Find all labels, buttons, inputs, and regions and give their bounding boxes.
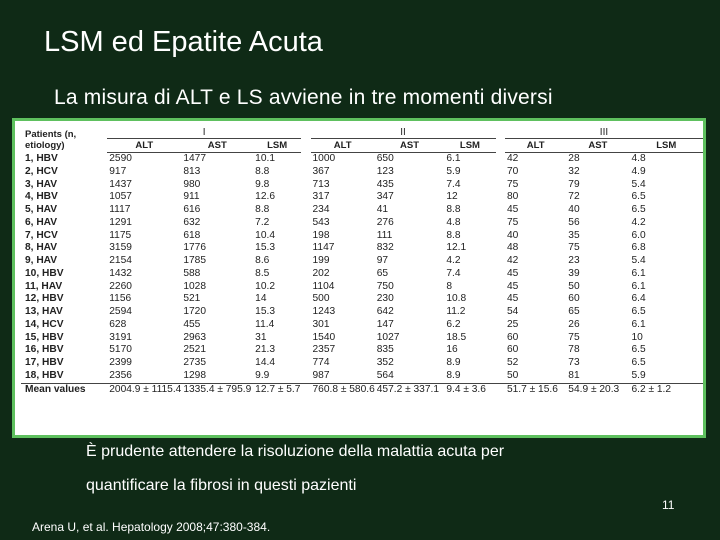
table-cell: 352	[376, 357, 394, 368]
table-cell: 23	[568, 255, 580, 266]
table-row	[21, 204, 703, 217]
patients-header-line2: etiology)	[25, 139, 65, 151]
table-cell: 45	[506, 204, 519, 215]
table-cell: 11.4	[255, 318, 275, 330]
table-cell: 9.9	[255, 369, 270, 381]
table-cell: 1432	[109, 267, 132, 279]
table-cell: 70	[506, 165, 519, 177]
table-cell: 45	[506, 293, 519, 305]
table-cell: 8.6	[255, 255, 270, 266]
table-cell: 2260	[109, 280, 132, 292]
note-line-2: quantificare la fibrosi in questi pazienti	[86, 477, 357, 494]
table-cell: 1117	[109, 204, 131, 215]
table-cell: 917	[109, 165, 127, 177]
table-cell: 835	[376, 344, 394, 356]
table-cell: 12	[446, 191, 458, 203]
table-cell: 564	[376, 369, 394, 381]
table-cell: 45	[506, 267, 519, 279]
table-cell: 301	[312, 318, 330, 330]
table-cell: 50	[506, 369, 519, 381]
table-cell: 75	[568, 242, 580, 254]
table-cell: 911	[183, 191, 200, 203]
table-cell: 8.8	[446, 204, 461, 215]
patient-label: 1, HBV	[25, 152, 58, 164]
patient-label: 6, HAV	[25, 216, 58, 228]
table-cell: 14.4	[255, 357, 275, 368]
table-cell: 980	[183, 178, 201, 190]
group-header-ii: II	[400, 127, 406, 138]
table-row	[21, 179, 703, 192]
table-cell: 8.9	[446, 357, 461, 368]
table-cell: 2590	[109, 153, 132, 164]
patients-header	[21, 127, 107, 153]
table-cell: 2399	[109, 357, 132, 368]
column-header: ALT	[311, 139, 375, 153]
column-header: AST	[566, 139, 629, 153]
table-cell: 79	[568, 178, 580, 190]
table-cell: 8.9	[446, 369, 461, 381]
table-cell: 52	[506, 357, 519, 368]
table-cell: 65	[568, 306, 580, 317]
citation: Arena U, et al. Hepatology 2008;47:380-384.	[32, 520, 271, 534]
table-row	[21, 332, 703, 345]
column-header: LSM	[444, 139, 495, 153]
table-cell: 42	[506, 255, 519, 266]
table-cell: 832	[376, 242, 394, 254]
table-cell: 521	[183, 293, 201, 305]
table-cell: 6.5	[631, 191, 646, 203]
table-cell: 713	[312, 178, 330, 190]
table-cell: 11.2	[446, 306, 466, 317]
table-cell: 7.4	[446, 178, 461, 190]
table-cell: 2521	[183, 344, 206, 356]
patient-label: 16, HBV	[25, 344, 64, 356]
table-cell: 1000	[312, 153, 336, 164]
table-cell: 6.1	[446, 153, 461, 164]
patient-label: 18, HBV	[25, 369, 64, 381]
patients-header-line1: Patients (n,	[25, 128, 77, 140]
patient-label: 9, HAV	[25, 255, 58, 266]
table-row	[21, 319, 703, 332]
table-cell: 234	[312, 204, 330, 215]
table-cell: 500	[312, 293, 330, 305]
table-cell: 21.3	[255, 344, 275, 356]
table-cell: 1104	[312, 280, 335, 292]
patient-label: 7, HCV	[25, 229, 58, 241]
column-header: ALT	[107, 139, 181, 153]
table-cell: 35	[568, 229, 580, 241]
table-cell: 81	[568, 369, 580, 381]
table-row	[21, 242, 703, 255]
table-cell: 347	[376, 191, 394, 203]
table-cell: 1437	[109, 178, 132, 190]
table-cell: 6.1	[631, 280, 646, 292]
table-cell: 18.5	[446, 331, 467, 343]
table-row	[21, 306, 703, 319]
table-row	[21, 255, 703, 268]
mean-value-cell: 457.2 ± 337.1	[375, 383, 445, 396]
table-row	[21, 268, 703, 281]
table-cell: 6.2	[446, 318, 461, 330]
note-line-1: È prudente attendere la risoluzione della malattia acuta per	[86, 443, 505, 460]
table-row	[21, 344, 703, 357]
mean-value-cell: 9.4 ± 3.6	[444, 383, 495, 396]
table-cell: 2154	[109, 255, 132, 266]
table-cell: 123	[376, 165, 394, 177]
table-cell: 10	[631, 331, 643, 343]
column-header: ALT	[505, 139, 566, 153]
patient-label: 12, HBV	[25, 293, 64, 305]
patient-label: 2, HCV	[25, 165, 58, 177]
table-cell: 8.8	[255, 165, 270, 177]
table-cell: 60	[568, 293, 580, 305]
table-row	[21, 166, 703, 179]
table-cell: 230	[376, 293, 394, 305]
table-cell: 6.5	[631, 204, 646, 215]
patient-label: 4, HBV	[25, 191, 58, 203]
table-cell: 1776	[183, 242, 206, 254]
patient-label: 3, HAV	[25, 178, 58, 190]
table-cell: 6.4	[631, 293, 646, 305]
table-cell: 4.8	[631, 153, 646, 164]
mean-value-cell: 51.7 ± 15.6	[505, 383, 566, 396]
table-cell: 616	[183, 204, 201, 215]
table-cell: 5.4	[631, 255, 646, 266]
table-cell: 5.4	[631, 178, 646, 190]
table-cell: 31	[255, 331, 267, 343]
table-cell: 1785	[183, 255, 206, 266]
table-cell: 10.1	[255, 153, 275, 164]
table-cell: 15.3	[255, 306, 275, 317]
mean-value-cell: 2004.9 ± 1115.4	[109, 383, 182, 395]
table-cell: 6.8	[631, 242, 646, 254]
table-cell: 1156	[109, 293, 132, 305]
patient-label: 14, HCV	[25, 318, 64, 330]
table-cell: 12.1	[446, 242, 467, 254]
table-cell: 40	[506, 229, 519, 241]
table-cell: 45	[506, 280, 519, 292]
table-cell: 2357	[312, 344, 336, 356]
table-cell: 5170	[109, 344, 132, 356]
table-cell: 14	[255, 293, 267, 305]
table-cell: 147	[376, 318, 394, 330]
table-cell: 199	[312, 255, 330, 266]
table-cell: 8.8	[255, 204, 270, 215]
table-cell: 987	[312, 369, 330, 381]
table-cell: 28	[568, 153, 580, 164]
mean-value-cell: 54.9 ± 20.3	[566, 383, 629, 396]
table-cell: 42	[506, 153, 519, 164]
table-cell: 7.2	[255, 216, 270, 228]
table-cell: 6.0	[631, 229, 646, 241]
patient-label: 10, HBV	[25, 267, 64, 279]
table-row	[21, 293, 703, 306]
table-row	[21, 281, 703, 294]
table-cell: 5.9	[631, 369, 646, 381]
table-cell: 1147	[312, 242, 335, 254]
patient-label: 17, HBV	[25, 357, 64, 368]
patient-label: 15, HBV	[25, 331, 64, 343]
table-cell: 25	[506, 318, 519, 330]
patient-label: 5, HAV	[25, 204, 58, 215]
table-cell: 6.1	[631, 267, 646, 279]
table-cell: 8.5	[255, 267, 270, 279]
table-cell: 60	[506, 344, 519, 356]
table-cell: 32	[568, 165, 580, 177]
table-row	[21, 217, 703, 230]
table-cell: 1477	[183, 153, 206, 164]
table-cell: 10.8	[446, 293, 467, 305]
slide-subtitle: La misura di ALT e LS avviene in tre momenti diversi	[54, 86, 553, 109]
mean-value-cell: 12.7 ± 5.7	[255, 383, 301, 395]
mean-value-cell: 6.2 ± 1.2	[629, 383, 703, 396]
table-cell: 202	[312, 267, 330, 279]
table-cell: 4.2	[631, 216, 646, 228]
table-cell: 1291	[109, 216, 132, 228]
table-cell: 12.6	[255, 191, 275, 203]
table-cell: 455	[183, 318, 201, 330]
table-cell: 1028	[183, 280, 206, 292]
table-cell: 1175	[109, 229, 132, 241]
table-row	[21, 153, 703, 166]
column-header: LSM	[253, 139, 301, 153]
table-row	[21, 370, 703, 383]
table-cell: 10.4	[255, 229, 275, 241]
table-cell: 3159	[109, 242, 132, 254]
table-row	[21, 191, 703, 204]
table-row	[21, 357, 703, 370]
table-cell: 56	[568, 216, 580, 228]
table-cell: 41	[376, 204, 389, 215]
table-cell: 543	[312, 216, 330, 228]
table-cell: 4.2	[446, 255, 461, 266]
table-cell: 1720	[183, 306, 206, 317]
table-cell: 48	[506, 242, 519, 254]
table-cell: 813	[183, 165, 201, 177]
table-cell: 276	[376, 216, 394, 228]
table-cell: 198	[312, 229, 330, 241]
table-cell: 39	[568, 267, 580, 279]
table-cell: 9.8	[255, 178, 270, 190]
table-cell: 3191	[109, 331, 132, 343]
mean-value-cell: 760.8 ± 580.6	[312, 383, 375, 395]
table-cell: 6.1	[631, 318, 646, 330]
table-cell: 111	[376, 229, 393, 241]
group-header-iii: III	[599, 127, 609, 138]
table-cell: 6.5	[631, 344, 646, 356]
mean-values-label: Mean values	[21, 383, 107, 396]
page-number: 11	[662, 498, 675, 512]
table-cell: 1027	[376, 331, 400, 343]
table-cell: 72	[568, 191, 580, 203]
table-cell: 367	[312, 165, 330, 177]
table-cell: 632	[183, 216, 201, 228]
table-cell: 73	[568, 357, 580, 368]
table-cell: 6.5	[631, 306, 646, 317]
table-cell: 65	[376, 267, 389, 279]
patient-label: 8, HAV	[25, 242, 58, 254]
column-header: LSM	[629, 139, 703, 153]
table-cell: 1243	[312, 306, 336, 317]
table-cell: 75	[506, 216, 519, 228]
column-header: AST	[375, 139, 445, 153]
table-cell: 1057	[109, 191, 132, 203]
table-cell: 97	[376, 255, 389, 266]
table-cell: 40	[568, 204, 580, 215]
table-cell: 10.2	[255, 280, 275, 292]
table-cell: 60	[506, 331, 519, 343]
patient-data-table	[21, 127, 703, 396]
slide-title: LSM ed Epatite Acuta	[44, 26, 323, 58]
patient-label: 11, HAV	[25, 280, 63, 292]
table-cell: 16	[446, 344, 458, 356]
table-cell: 78	[568, 344, 580, 356]
table-cell: 588	[183, 267, 201, 279]
table-cell: 2735	[183, 357, 206, 368]
table-cell: 4.8	[446, 216, 461, 228]
table-cell: 6.5	[631, 357, 646, 368]
patient-label: 13, HAV	[25, 306, 63, 317]
table-row	[21, 230, 703, 243]
table-cell: 26	[568, 318, 580, 330]
table-cell: 1298	[183, 369, 206, 381]
table-cell: 2594	[109, 306, 132, 317]
table-cell: 4.9	[631, 165, 646, 177]
table-cell: 54	[506, 306, 519, 317]
table-cell: 8.8	[446, 229, 461, 241]
group-header-i: I	[202, 127, 206, 138]
table-cell: 15.3	[255, 242, 275, 254]
table-cell: 2963	[183, 331, 206, 343]
table-cell: 750	[376, 280, 394, 292]
table-cell: 2356	[109, 369, 132, 381]
table-cell: 75	[506, 178, 519, 190]
table-cell: 628	[109, 318, 127, 330]
table-cell: 1540	[312, 331, 336, 343]
column-header: AST	[181, 139, 253, 153]
table-cell: 618	[183, 229, 201, 241]
table-cell: 435	[376, 178, 394, 190]
table-cell: 317	[312, 191, 330, 203]
table-cell: 650	[376, 153, 394, 164]
table-cell: 5.9	[446, 165, 461, 177]
mean-value-cell: 1335.4 ± 795.9	[183, 383, 252, 395]
table-cell: 80	[506, 191, 519, 203]
data-table-frame	[12, 118, 706, 438]
table-cell: 50	[568, 280, 580, 292]
table-cell: 8	[446, 280, 452, 292]
mean-values-row	[21, 383, 703, 396]
table-cell: 774	[312, 357, 330, 368]
table-cell: 642	[376, 306, 394, 317]
table-cell: 7.4	[446, 267, 461, 279]
table-cell: 75	[568, 331, 580, 343]
